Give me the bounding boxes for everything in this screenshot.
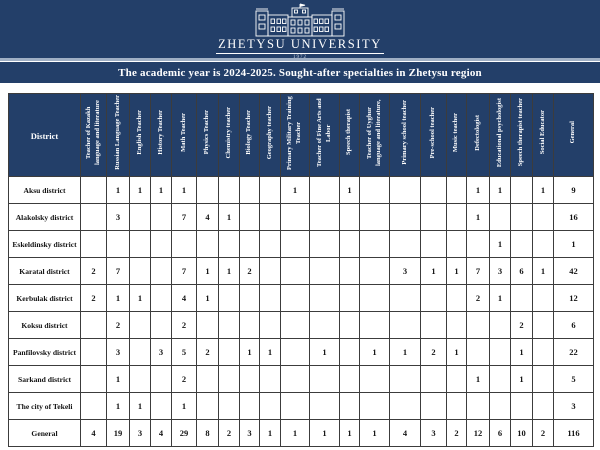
value-cell: [421, 204, 447, 231]
value-cell: [340, 258, 360, 285]
value-cell: [533, 285, 554, 312]
value-cell: [81, 204, 107, 231]
value-cell: [281, 393, 310, 420]
value-cell: [360, 258, 390, 285]
value-cell: [421, 312, 447, 339]
value-cell: [490, 204, 511, 231]
column-header-19: [511, 94, 533, 177]
value-cell: 2: [240, 258, 260, 285]
value-cell: [130, 231, 151, 258]
value-cell: [197, 231, 219, 258]
district-cell: General: [9, 420, 81, 447]
value-cell: [533, 366, 554, 393]
value-cell: [197, 366, 219, 393]
value-cell: [260, 366, 281, 393]
table-row: [9, 258, 594, 285]
value-cell: [390, 177, 421, 204]
value-cell: 1: [533, 258, 554, 285]
column-header-16: [447, 94, 467, 177]
table-row: [9, 393, 594, 420]
specialties-table: [8, 93, 594, 447]
value-cell: [447, 312, 467, 339]
value-cell: 3: [421, 420, 447, 447]
value-cell: 6: [490, 420, 511, 447]
value-cell: [151, 231, 172, 258]
value-cell: 3: [390, 258, 421, 285]
value-cell: [260, 312, 281, 339]
value-cell: 1: [340, 420, 360, 447]
district-cell: Kerbulak district: [9, 285, 81, 312]
value-cell: 1: [260, 420, 281, 447]
value-cell: 5: [554, 366, 594, 393]
district-cell: Sarkand district: [9, 366, 81, 393]
value-cell: [390, 204, 421, 231]
value-cell: 1: [240, 339, 260, 366]
value-cell: [533, 204, 554, 231]
value-cell: [360, 204, 390, 231]
column-header-5: [172, 94, 197, 177]
column-header-label: Physics Teacher: [203, 110, 211, 155]
value-cell: 1: [554, 231, 594, 258]
value-cell: 1: [310, 420, 340, 447]
value-cell: 7: [467, 258, 490, 285]
column-header-8: [240, 94, 260, 177]
value-cell: 29: [172, 420, 197, 447]
value-cell: [151, 258, 172, 285]
value-cell: [533, 231, 554, 258]
column-header-6: [197, 94, 219, 177]
value-cell: [490, 366, 511, 393]
value-cell: [360, 366, 390, 393]
value-cell: [340, 339, 360, 366]
value-cell: 3: [240, 420, 260, 447]
value-cell: [360, 312, 390, 339]
value-cell: [281, 231, 310, 258]
value-cell: 1: [511, 339, 533, 366]
table-row: [9, 177, 594, 204]
value-cell: [281, 258, 310, 285]
value-cell: [310, 393, 340, 420]
value-cell: 1: [490, 231, 511, 258]
district-cell: Karatal district: [9, 258, 81, 285]
district-cell: Eskeldinsky district: [9, 231, 81, 258]
table-row: [9, 420, 594, 447]
university-founding-year: 1972: [292, 54, 307, 60]
value-cell: [340, 204, 360, 231]
district-column-header: [9, 94, 81, 177]
value-cell: [511, 204, 533, 231]
value-cell: [281, 204, 310, 231]
value-cell: [340, 366, 360, 393]
table-row: [9, 204, 594, 231]
value-cell: [240, 177, 260, 204]
value-cell: 2: [511, 312, 533, 339]
value-cell: 2: [172, 312, 197, 339]
value-cell: [151, 285, 172, 312]
value-cell: [447, 177, 467, 204]
value-cell: 1: [172, 393, 197, 420]
university-name: ZHETYSU UNIVERSITY: [216, 37, 384, 54]
university-logo: [216, 0, 384, 60]
value-cell: 1: [447, 339, 467, 366]
column-header-4: [151, 94, 172, 177]
value-cell: [197, 393, 219, 420]
column-header-label: English Teacher: [135, 110, 143, 155]
value-cell: 42: [554, 258, 594, 285]
value-cell: 1: [421, 258, 447, 285]
value-cell: [81, 366, 107, 393]
value-cell: [310, 366, 340, 393]
column-header-label: Defectologist: [473, 114, 481, 151]
value-cell: 2: [81, 258, 107, 285]
value-cell: 7: [172, 258, 197, 285]
value-cell: [260, 285, 281, 312]
value-cell: [421, 285, 447, 312]
column-header-14: [390, 94, 421, 177]
value-cell: [130, 339, 151, 366]
column-header-label: Pre-school teacher: [429, 106, 437, 159]
value-cell: [360, 177, 390, 204]
value-cell: 1: [219, 258, 240, 285]
value-cell: [447, 231, 467, 258]
value-cell: [360, 393, 390, 420]
value-cell: [260, 204, 281, 231]
value-cell: [281, 312, 310, 339]
value-cell: [360, 231, 390, 258]
column-header-label: Primary Military Training Teacher: [286, 95, 302, 170]
value-cell: 12: [467, 420, 490, 447]
table-row: [9, 366, 594, 393]
table-row: [9, 312, 594, 339]
column-header-label: Teacher of Uyghur language and literature,: [365, 99, 382, 166]
value-cell: 4: [172, 285, 197, 312]
value-cell: [490, 393, 511, 420]
value-cell: [390, 285, 421, 312]
value-cell: 3: [130, 420, 151, 447]
value-cell: 16: [554, 204, 594, 231]
value-cell: [390, 231, 421, 258]
value-cell: [240, 231, 260, 258]
value-cell: 1: [490, 285, 511, 312]
value-cell: [240, 393, 260, 420]
value-cell: 4: [197, 204, 219, 231]
value-cell: [260, 393, 281, 420]
value-cell: [467, 393, 490, 420]
value-cell: 2: [172, 366, 197, 393]
value-cell: [130, 204, 151, 231]
value-cell: [533, 393, 554, 420]
value-cell: 1: [107, 393, 130, 420]
column-header-21: [554, 94, 594, 177]
value-cell: 1: [107, 177, 130, 204]
column-header-label: Teacher of Fine Arts and Labor: [315, 98, 332, 167]
value-cell: 2: [197, 339, 219, 366]
value-cell: 1: [197, 258, 219, 285]
value-cell: [447, 393, 467, 420]
value-cell: [81, 312, 107, 339]
column-header-label: Biology Teacher: [245, 110, 253, 155]
column-header-3: [130, 94, 151, 177]
value-cell: 3: [151, 339, 172, 366]
value-cell: 1: [467, 204, 490, 231]
value-cell: [281, 366, 310, 393]
value-cell: [447, 204, 467, 231]
value-cell: [219, 231, 240, 258]
value-cell: [340, 231, 360, 258]
column-header-label: Geography teacher: [265, 105, 273, 160]
value-cell: [447, 366, 467, 393]
value-cell: 1: [107, 285, 130, 312]
value-cell: [130, 312, 151, 339]
value-cell: [533, 339, 554, 366]
value-cell: [511, 231, 533, 258]
value-cell: [107, 231, 130, 258]
value-cell: [533, 312, 554, 339]
table-row: [9, 231, 594, 258]
specialties-table-container: [0, 85, 600, 447]
value-cell: [240, 285, 260, 312]
value-cell: 1: [467, 177, 490, 204]
district-cell: The city of Tekeli: [9, 393, 81, 420]
value-cell: [130, 258, 151, 285]
column-header-label: Teacher of Kazakh language and literature: [84, 100, 101, 165]
value-cell: [151, 204, 172, 231]
value-cell: [447, 285, 467, 312]
value-cell: [310, 204, 340, 231]
value-cell: [81, 393, 107, 420]
column-header-15: [421, 94, 447, 177]
value-cell: 1: [172, 177, 197, 204]
value-cell: 2: [81, 285, 107, 312]
value-cell: [310, 231, 340, 258]
value-cell: [240, 366, 260, 393]
university-header-band: [0, 0, 600, 58]
value-cell: 3: [107, 204, 130, 231]
column-header-12: [340, 94, 360, 177]
value-cell: 6: [511, 258, 533, 285]
value-cell: 2: [533, 420, 554, 447]
table-row: [9, 285, 594, 312]
value-cell: [310, 312, 340, 339]
value-cell: [511, 285, 533, 312]
column-header-11: [310, 94, 340, 177]
value-cell: 2: [467, 285, 490, 312]
value-cell: 1: [130, 393, 151, 420]
column-header-20: [533, 94, 554, 177]
value-cell: [511, 177, 533, 204]
value-cell: 4: [151, 420, 172, 447]
value-cell: [281, 339, 310, 366]
value-cell: 8: [197, 420, 219, 447]
value-cell: 1: [197, 285, 219, 312]
table-row: [9, 339, 594, 366]
value-cell: 12: [554, 285, 594, 312]
value-cell: 1: [360, 420, 390, 447]
value-cell: [260, 177, 281, 204]
column-header-18: [490, 94, 511, 177]
title-banner: [0, 61, 600, 85]
value-cell: 2: [421, 339, 447, 366]
value-cell: [219, 285, 240, 312]
table-header-row: [9, 94, 594, 177]
value-cell: [130, 366, 151, 393]
value-cell: [421, 393, 447, 420]
value-cell: [340, 393, 360, 420]
value-cell: [81, 177, 107, 204]
value-cell: [467, 339, 490, 366]
page-title: The academic year is 2024-2025. Sought-after specialties in Zhetysu region: [118, 66, 482, 79]
column-header-label: Primary school teacher: [400, 100, 408, 165]
value-cell: 3: [490, 258, 511, 285]
column-header-7: [219, 94, 240, 177]
value-cell: 1: [107, 366, 130, 393]
value-cell: [467, 231, 490, 258]
value-cell: 10: [511, 420, 533, 447]
value-cell: 19: [107, 420, 130, 447]
value-cell: [219, 177, 240, 204]
value-cell: [340, 312, 360, 339]
value-cell: 116: [554, 420, 594, 447]
value-cell: 1: [219, 204, 240, 231]
university-building-icon: [248, 3, 352, 37]
value-cell: 3: [107, 339, 130, 366]
value-cell: [310, 285, 340, 312]
district-header-label: District: [30, 131, 59, 141]
value-cell: [81, 339, 107, 366]
value-cell: 1: [447, 258, 467, 285]
column-header-2: [107, 94, 130, 177]
value-cell: [151, 312, 172, 339]
column-header-label: General: [569, 121, 577, 144]
value-cell: [172, 231, 197, 258]
value-cell: [390, 366, 421, 393]
value-cell: 1: [281, 177, 310, 204]
value-cell: [390, 393, 421, 420]
value-cell: [151, 393, 172, 420]
value-cell: 4: [81, 420, 107, 447]
column-header-10: [281, 94, 310, 177]
district-cell: Koksu district: [9, 312, 81, 339]
value-cell: 1: [130, 285, 151, 312]
column-header-13: [360, 94, 390, 177]
value-cell: 1: [340, 177, 360, 204]
value-cell: [240, 312, 260, 339]
district-cell: Aksu district: [9, 177, 81, 204]
value-cell: [197, 177, 219, 204]
value-cell: 1: [511, 366, 533, 393]
value-cell: [360, 285, 390, 312]
value-cell: [260, 231, 281, 258]
column-header-label: Russian Language Teacher: [113, 95, 121, 170]
column-header-label: Speech therapist: [345, 109, 353, 156]
value-cell: [151, 366, 172, 393]
value-cell: [219, 393, 240, 420]
column-header-label: Educational psychologist: [495, 97, 503, 168]
column-header-1: [81, 94, 107, 177]
value-cell: [421, 177, 447, 204]
column-header-label: Music teacher: [452, 112, 460, 153]
value-cell: 1: [533, 177, 554, 204]
value-cell: 4: [390, 420, 421, 447]
value-cell: 22: [554, 339, 594, 366]
value-cell: [219, 366, 240, 393]
value-cell: [421, 366, 447, 393]
value-cell: 1: [467, 366, 490, 393]
column-header-17: [467, 94, 490, 177]
column-header-9: [260, 94, 281, 177]
value-cell: 6: [554, 312, 594, 339]
value-cell: 1: [260, 339, 281, 366]
value-cell: [81, 231, 107, 258]
value-cell: 1: [310, 339, 340, 366]
value-cell: [281, 285, 310, 312]
value-cell: 7: [172, 204, 197, 231]
value-cell: 1: [360, 339, 390, 366]
value-cell: [260, 258, 281, 285]
value-cell: [310, 258, 340, 285]
value-cell: [219, 312, 240, 339]
value-cell: [310, 177, 340, 204]
value-cell: 2: [107, 312, 130, 339]
column-header-label: History Teacher: [156, 110, 164, 155]
column-header-label: Social Educator: [538, 110, 546, 155]
value-cell: 1: [130, 177, 151, 204]
value-cell: [467, 312, 490, 339]
value-cell: 2: [447, 420, 467, 447]
district-cell: Panfilovsky district: [9, 339, 81, 366]
value-cell: [511, 393, 533, 420]
value-cell: [219, 339, 240, 366]
value-cell: [240, 204, 260, 231]
value-cell: 9: [554, 177, 594, 204]
value-cell: 3: [554, 393, 594, 420]
value-cell: 1: [281, 420, 310, 447]
column-header-label: Chemistry teacher: [224, 106, 232, 159]
value-cell: 2: [219, 420, 240, 447]
value-cell: [490, 339, 511, 366]
value-cell: [421, 231, 447, 258]
value-cell: 7: [107, 258, 130, 285]
column-header-label: Speech therapist teacher: [517, 98, 525, 167]
column-header-label: Math Teacher: [179, 113, 187, 152]
value-cell: [490, 312, 511, 339]
district-cell: Alakolsky district: [9, 204, 81, 231]
value-cell: 1: [490, 177, 511, 204]
value-cell: [340, 285, 360, 312]
value-cell: 1: [390, 339, 421, 366]
value-cell: 5: [172, 339, 197, 366]
value-cell: [197, 312, 219, 339]
value-cell: [390, 312, 421, 339]
value-cell: 1: [151, 177, 172, 204]
